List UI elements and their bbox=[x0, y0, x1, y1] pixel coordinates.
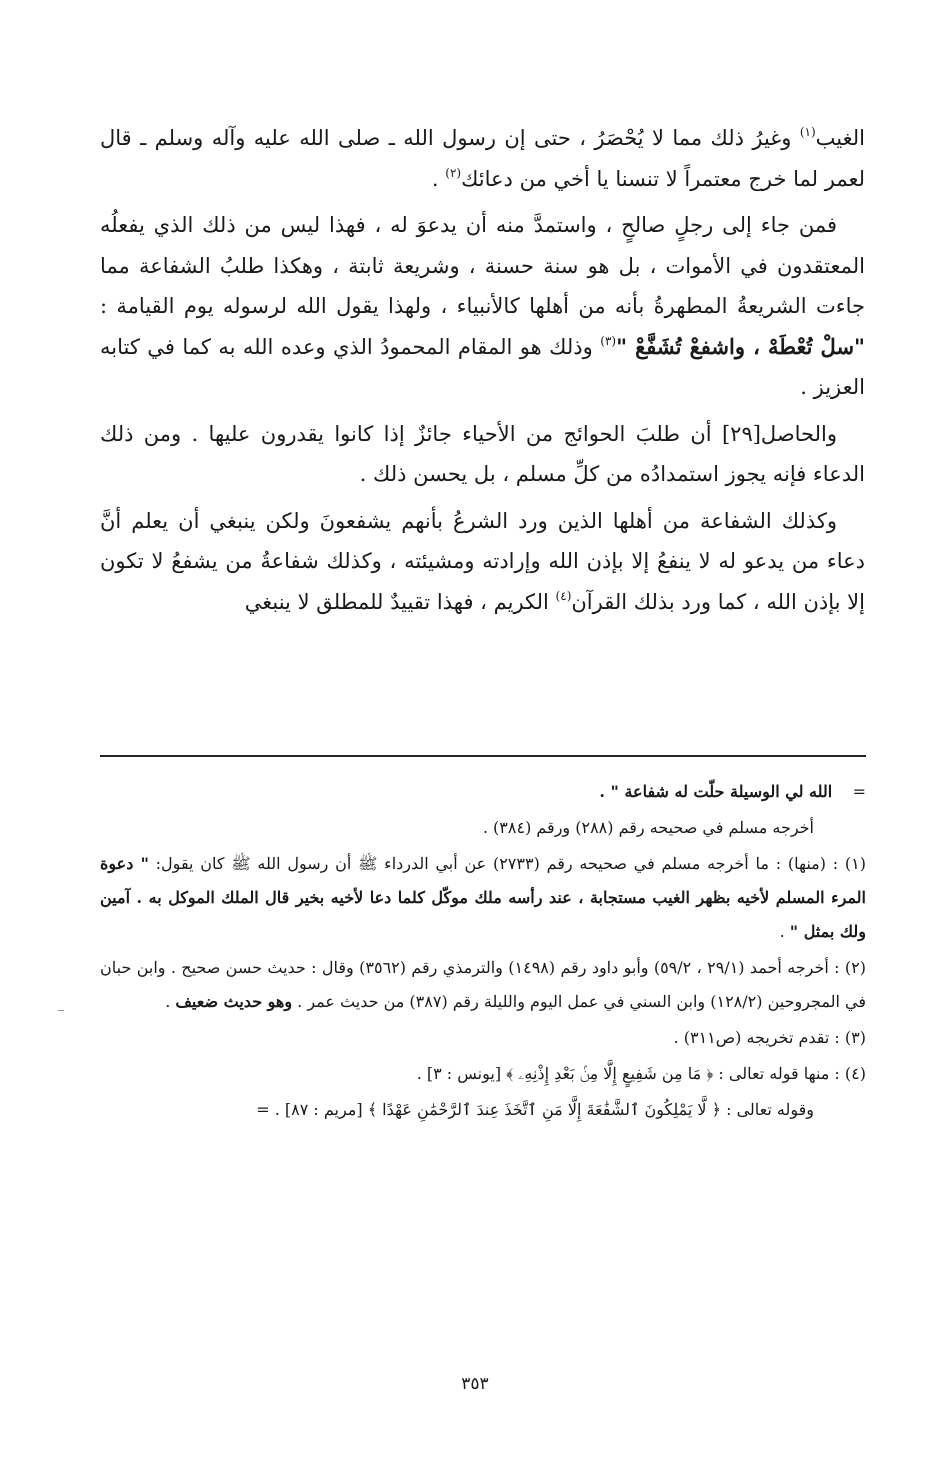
footnote-1 bbox=[100, 847, 866, 949]
hadith-quote: "سلْ تُعْطَهْ ، واشفعْ تُشَفَّعْ " bbox=[616, 333, 865, 359]
text-span: وكذلك الشفاعة من أهلها الذين ورد الشرعُ بأنهم يشفعونَ ولكن ينبغي أن يعلم أنَّ دعاء من يدعو له لا ينفعُ إلا بإذن الله وإرادته ومشيئته ، وكذلك شفاعةُ من يشفعُ لا تكون إلا بإذن الله ، كما ورد بذلك القرآن bbox=[100, 508, 865, 614]
footnote-ref-4: (٤) bbox=[555, 588, 572, 603]
text-span: وغيرُ ذلك مما لا يُحْصَرُ ، حتى إن رسول الله ـ صلى الله عليه وآله وسلم ـ قال لعمر لما خرج معتمراً لا تنسنا يا أخي من دعائك bbox=[100, 126, 865, 191]
paragraph-3 bbox=[100, 414, 865, 495]
text-span: (٢) : أخرجه أحمد (٢٩/١ ، ٥٩/٢) وأبو داود رقم (١٤٩٨) والترمذي رقم (٣٥٦٢) وقال : حديث حسن صحيح . وابن حبان في المجروحين (١٢٨/٢) وابن السني في عمل اليوم والليلة رقم (٣٨٧) من حديث عمر . bbox=[100, 958, 866, 1011]
text-span: فمن جاء إلى رجلٍ صالحٍ ، واستمدَّ منه أن يدعوَ له ، فهذا ليس من ذلك الذي يفعلُه المعتقدون في الأموات ، بل هو سنة حسنة ، وشريعة ثابتة ، وهكذا طلبُ الشفاعة مما جاءت الشريعةُ المطهرةُ بأنه من أهلها كالأنبياء ، ولهذا يقول الله لرسوله يوم القيامة : bbox=[100, 213, 865, 318]
footnote-3 bbox=[100, 1021, 866, 1055]
footnote-continuation bbox=[100, 775, 866, 809]
text-span: الغيب bbox=[815, 126, 865, 150]
text-span: الله لي الوسيلة حلّت له شفاعة " . bbox=[599, 782, 833, 801]
paragraph-2 bbox=[100, 205, 865, 408]
text-span: . bbox=[165, 992, 176, 1011]
text-span: وقوله تعالى : ﴿ لَّا يَمْلِكُونَ ٱلشَّفَٰعَةَ إِلَّا مَنِ ٱتَّخَذَ عِندَ ٱلرَّحْمَٰنِ عَهْدًا ﴾ [مريم : ٨٧] . = bbox=[256, 1100, 814, 1119]
main-text bbox=[100, 118, 865, 628]
hadith-quote: " دعوة المرء المسلم لأخيه بظهر الغيب مستجابة ، عند رأسه ملك موكّل كلما دعا لأخيه بخير قال الملك الموكل به . آمين ولك بمثل " bbox=[100, 854, 866, 941]
text-span: (٤) : منها قوله تعالى : ﴿ مَا مِن شَفِيعٍ إِلَّا مِنۢ بَعْدِ إِذْنِهِۦ ﴾ [يونس : ٣] . bbox=[416, 1064, 866, 1083]
margin-mark bbox=[58, 1010, 64, 1011]
text-span: . bbox=[779, 922, 790, 941]
footnote-ref-1: (١) bbox=[799, 125, 816, 139]
page-number: ٣٥٣ bbox=[461, 1374, 489, 1394]
text-span: (١) : (منها) : ما أخرجه مسلم في صحيحه رقم (٢٧٣٣) عن أبي الدرداء ﷺ أن رسول الله ﷺ كان يقول: bbox=[148, 854, 866, 873]
grading: وهو حديث ضعيف bbox=[175, 992, 293, 1011]
footnotes bbox=[100, 775, 866, 1129]
continuation-marker: = bbox=[852, 782, 866, 801]
footnote-2 bbox=[100, 951, 866, 1019]
text-span: الكريم ، فهذا تقييدٌ للمطلق لا ينبغي bbox=[244, 589, 556, 614]
footnote-ref-3: (٣) bbox=[600, 333, 617, 348]
text-span: وذلك هو المقام المحمودُ الذي وعده الله به كما في كتابه العزيز . bbox=[100, 334, 865, 399]
text-span: . bbox=[431, 166, 446, 191]
footnote-continuation-source bbox=[100, 811, 866, 845]
paragraph-1 bbox=[100, 118, 865, 199]
footnote-divider bbox=[100, 755, 866, 757]
footnote-ref-2: (٢) bbox=[445, 165, 462, 180]
footnote-4-continued bbox=[100, 1093, 866, 1127]
footnote-4 bbox=[100, 1057, 866, 1091]
paragraph-4 bbox=[100, 501, 865, 623]
text-span: أخرجه مسلم في صحيحه رقم (٢٨٨) ورقم (٣٨٤) . bbox=[482, 818, 814, 837]
text-span: (٣) : تقدم تخريجه (ص٣١١) . bbox=[673, 1028, 866, 1047]
text-span: والحاصل[٢٩] أن طلبَ الحوائج من الأحياء جائزٌ إذا كانوا يقدرون عليها . ومن ذلك الدعاء فإنه يجوز استمدادُه من كلِّ مسلم ، بل يحسن ذلك . bbox=[100, 421, 865, 486]
